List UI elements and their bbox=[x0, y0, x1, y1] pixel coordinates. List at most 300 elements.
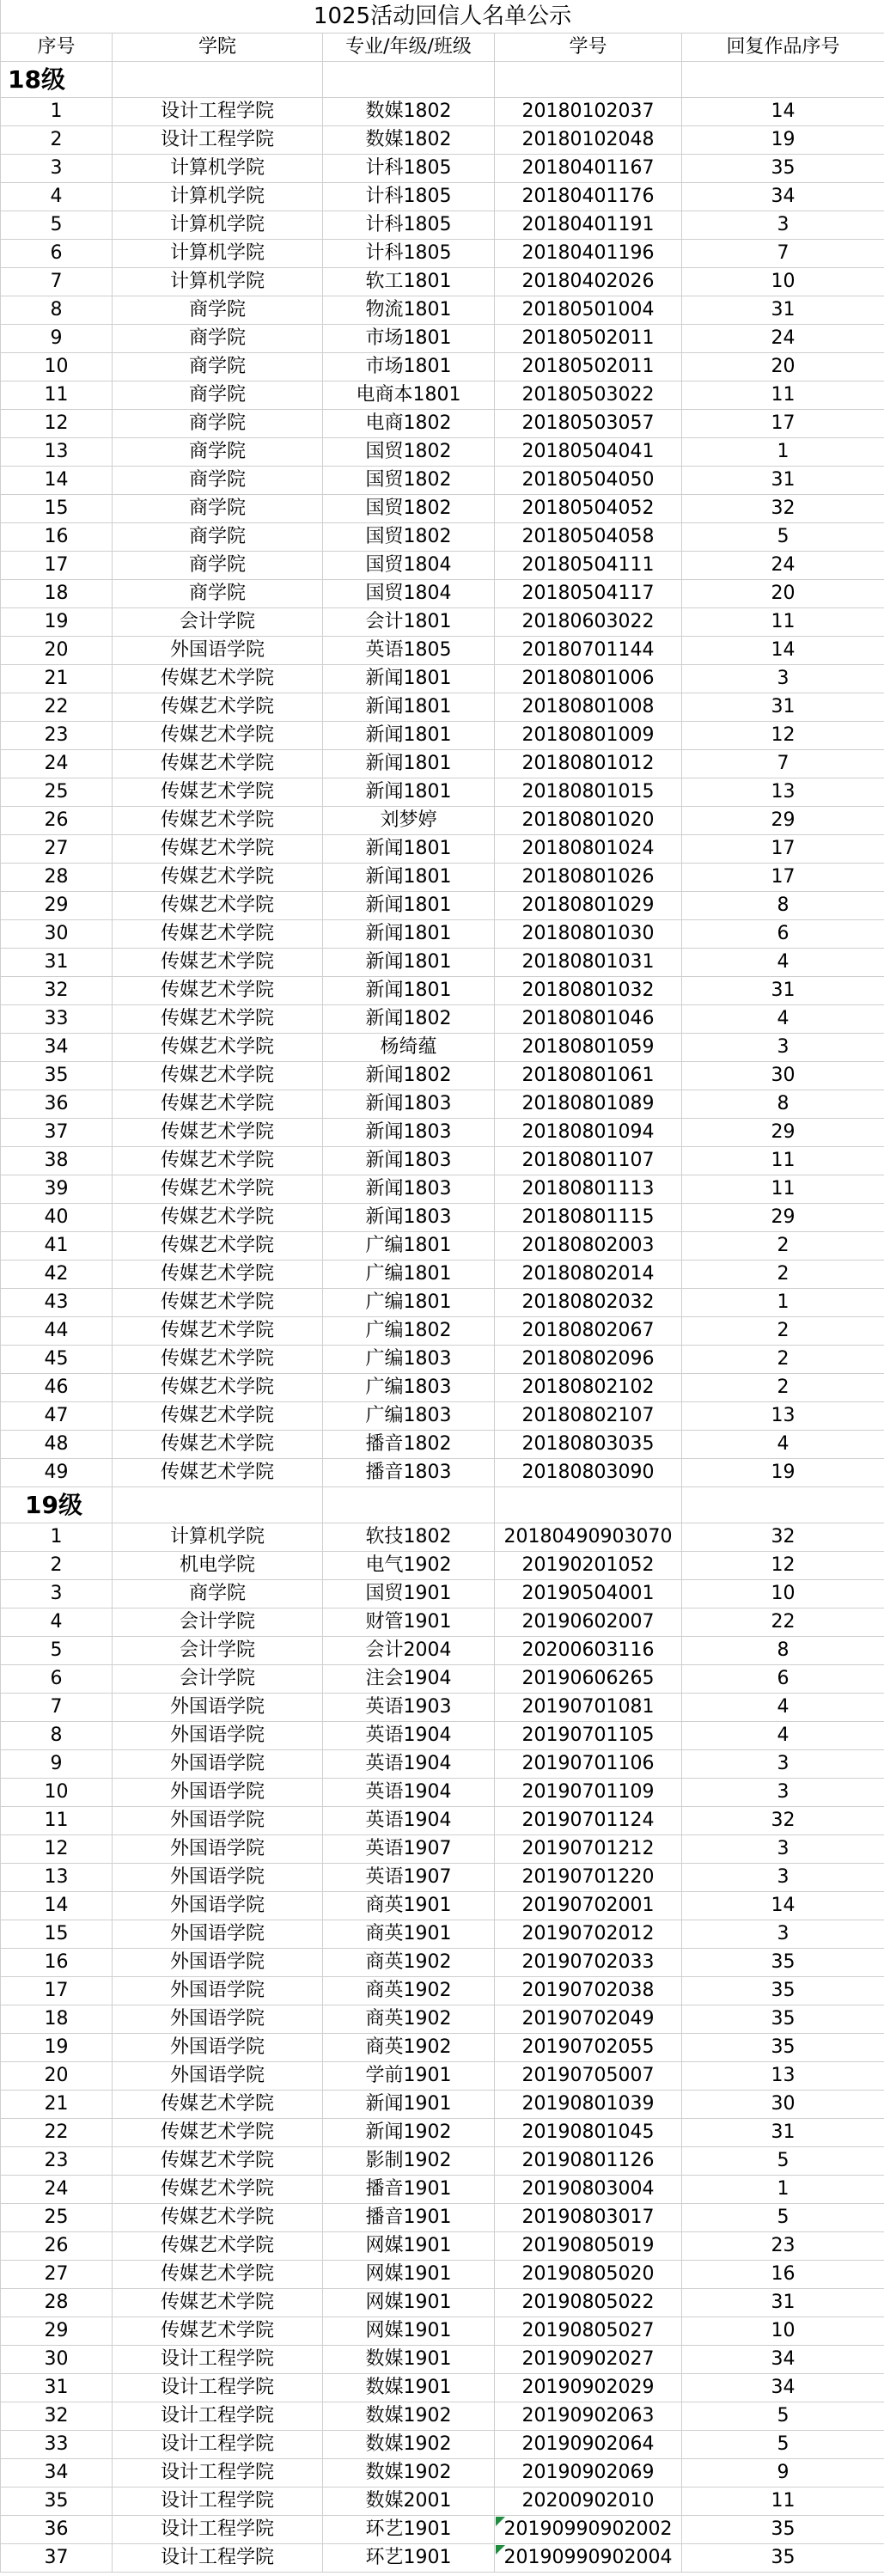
cell-college[interactable]: 传媒艺术学院 bbox=[113, 977, 323, 1005]
cell-student-id[interactable]: 20180401196 bbox=[495, 240, 682, 268]
cell-reply-number[interactable]: 19 bbox=[682, 126, 884, 155]
cell-student-id[interactable]: 20190902064 bbox=[495, 2431, 682, 2459]
cell-college[interactable]: 传媒艺术学院 bbox=[113, 1090, 323, 1119]
cell-index[interactable]: 3 bbox=[1, 155, 113, 183]
cell-reply-number[interactable]: 17 bbox=[682, 835, 884, 864]
cell-reply-number[interactable]: 4 bbox=[682, 1694, 884, 1722]
cell-reply-number[interactable]: 6 bbox=[682, 1665, 884, 1694]
header-student-id[interactable]: 学号 bbox=[495, 34, 682, 62]
cell-index[interactable]: 13 bbox=[1, 1864, 113, 1892]
cell-index[interactable]: 23 bbox=[1, 2147, 113, 2176]
cell-reply-number[interactable]: 16 bbox=[682, 2261, 884, 2289]
header-college[interactable]: 学院 bbox=[113, 34, 323, 62]
cell-college[interactable]: 设计工程学院 bbox=[113, 2346, 323, 2374]
cell-college[interactable]: 传媒艺术学院 bbox=[113, 1261, 323, 1289]
cell-class[interactable]: 商英1901 bbox=[323, 1892, 495, 1920]
cell-reply-number[interactable]: 34 bbox=[682, 183, 884, 211]
cell-reply-number[interactable]: 2 bbox=[682, 1317, 884, 1346]
cell-college[interactable]: 设计工程学院 bbox=[113, 126, 323, 155]
cell-class[interactable]: 广编1803 bbox=[323, 1402, 495, 1431]
cell-reply-number[interactable]: 34 bbox=[682, 2374, 884, 2402]
cell-student-id[interactable]: 20180801024 bbox=[495, 835, 682, 864]
cell-index[interactable]: 33 bbox=[1, 1005, 113, 1034]
cell-reply-number[interactable]: 8 bbox=[682, 1090, 884, 1119]
cell-college[interactable]: 传媒艺术学院 bbox=[113, 693, 323, 722]
cell-college[interactable]: 传媒艺术学院 bbox=[113, 2232, 323, 2261]
cell-student-id[interactable]: 20190805027 bbox=[495, 2317, 682, 2346]
cell-student-id[interactable]: 20180802067 bbox=[495, 1317, 682, 1346]
cell-class[interactable]: 网媒1901 bbox=[323, 2289, 495, 2317]
cell-reply-number[interactable]: 30 bbox=[682, 2091, 884, 2119]
cell-reply-number[interactable]: 35 bbox=[682, 155, 884, 183]
cell-student-id[interactable]: 20180504041 bbox=[495, 438, 682, 467]
cell-reply-number[interactable]: 20 bbox=[682, 353, 884, 382]
cell-reply-number[interactable]: 3 bbox=[682, 1034, 884, 1062]
cell-class[interactable]: 国贸1802 bbox=[323, 495, 495, 523]
cell-class[interactable]: 新闻1801 bbox=[323, 977, 495, 1005]
cell-index[interactable]: 24 bbox=[1, 2176, 113, 2204]
cell-student-id[interactable]: 20180801031 bbox=[495, 949, 682, 977]
cell-index[interactable]: 34 bbox=[1, 2459, 113, 2487]
cell-college[interactable]: 传媒艺术学院 bbox=[113, 1289, 323, 1317]
cell-index[interactable]: 32 bbox=[1, 2402, 113, 2431]
cell-index[interactable]: 46 bbox=[1, 1374, 113, 1402]
cell-college[interactable]: 传媒艺术学院 bbox=[113, 2261, 323, 2289]
cell-index[interactable]: 18 bbox=[1, 2005, 113, 2034]
cell-student-id[interactable]: 20180801006 bbox=[495, 665, 682, 693]
cell-college[interactable]: 设计工程学院 bbox=[113, 98, 323, 126]
empty-cell[interactable] bbox=[495, 1487, 682, 1523]
cell-index[interactable]: 19 bbox=[1, 2034, 113, 2062]
cell-index[interactable]: 42 bbox=[1, 1261, 113, 1289]
cell-student-id[interactable]: 20180802107 bbox=[495, 1402, 682, 1431]
section-label[interactable]: 19级 bbox=[1, 1487, 113, 1523]
cell-reply-number[interactable]: 5 bbox=[682, 2147, 884, 2176]
empty-cell[interactable] bbox=[323, 1487, 495, 1523]
cell-index[interactable]: 29 bbox=[1, 2317, 113, 2346]
cell-college[interactable]: 设计工程学院 bbox=[113, 2402, 323, 2431]
cell-college[interactable]: 计算机学院 bbox=[113, 155, 323, 183]
cell-class[interactable]: 市场1801 bbox=[323, 353, 495, 382]
cell-student-id[interactable]: 20180504050 bbox=[495, 467, 682, 495]
cell-student-id[interactable]: 20190701081 bbox=[495, 1694, 682, 1722]
cell-index[interactable]: 6 bbox=[1, 1665, 113, 1694]
cell-college[interactable]: 传媒艺术学院 bbox=[113, 1232, 323, 1261]
cell-student-id[interactable]: 20180803035 bbox=[495, 1431, 682, 1459]
cell-college[interactable]: 商学院 bbox=[113, 1580, 323, 1608]
cell-class[interactable]: 新闻1901 bbox=[323, 2091, 495, 2119]
cell-class[interactable]: 国贸1901 bbox=[323, 1580, 495, 1608]
cell-reply-number[interactable]: 10 bbox=[682, 2317, 884, 2346]
cell-class[interactable]: 会计1801 bbox=[323, 608, 495, 637]
cell-class[interactable]: 商英1902 bbox=[323, 1949, 495, 1977]
cell-class[interactable]: 刘梦婷 bbox=[323, 807, 495, 835]
cell-college[interactable]: 传媒艺术学院 bbox=[113, 2176, 323, 2204]
cell-class[interactable]: 电气1902 bbox=[323, 1552, 495, 1580]
cell-class[interactable]: 环艺1901 bbox=[323, 2544, 495, 2573]
cell-reply-number[interactable]: 1 bbox=[682, 2176, 884, 2204]
cell-student-id[interactable]: 20190702038 bbox=[495, 1977, 682, 2005]
cell-college[interactable]: 商学院 bbox=[113, 296, 323, 325]
cell-student-id[interactable]: 20180503057 bbox=[495, 410, 682, 438]
cell-class[interactable]: 新闻1801 bbox=[323, 722, 495, 750]
cell-college[interactable]: 传媒艺术学院 bbox=[113, 2204, 323, 2232]
cell-reply-number[interactable]: 3 bbox=[682, 1920, 884, 1949]
cell-index[interactable]: 20 bbox=[1, 637, 113, 665]
cell-student-id[interactable]: 20190702033 bbox=[495, 1949, 682, 1977]
cell-student-id[interactable]: 20180504052 bbox=[495, 495, 682, 523]
cell-college[interactable]: 传媒艺术学院 bbox=[113, 1317, 323, 1346]
cell-class[interactable]: 新闻1801 bbox=[323, 892, 495, 920]
cell-index[interactable]: 15 bbox=[1, 1920, 113, 1949]
cell-index[interactable]: 47 bbox=[1, 1402, 113, 1431]
cell-reply-number[interactable]: 7 bbox=[682, 750, 884, 778]
section-label[interactable]: 18级 bbox=[1, 62, 113, 98]
cell-class[interactable]: 数媒1802 bbox=[323, 98, 495, 126]
cell-student-id[interactable]: 20180801046 bbox=[495, 1005, 682, 1034]
cell-index[interactable]: 28 bbox=[1, 2289, 113, 2317]
cell-class[interactable]: 新闻1803 bbox=[323, 1175, 495, 1204]
cell-class[interactable]: 广编1802 bbox=[323, 1317, 495, 1346]
cell-reply-number[interactable]: 31 bbox=[682, 2289, 884, 2317]
cell-index[interactable]: 2 bbox=[1, 1552, 113, 1580]
cell-class[interactable]: 播音1802 bbox=[323, 1431, 495, 1459]
cell-student-id[interactable]: 20190701106 bbox=[495, 1750, 682, 1779]
cell-reply-number[interactable]: 10 bbox=[682, 268, 884, 296]
cell-student-id[interactable]: 20180801030 bbox=[495, 920, 682, 949]
cell-student-id[interactable]: 20190902027 bbox=[495, 2346, 682, 2374]
cell-reply-number[interactable]: 22 bbox=[682, 1608, 884, 1637]
cell-student-id[interactable]: 20190701212 bbox=[495, 1835, 682, 1864]
cell-college[interactable]: 传媒艺术学院 bbox=[113, 778, 323, 807]
cell-class[interactable]: 计科1805 bbox=[323, 155, 495, 183]
cell-index[interactable]: 6 bbox=[1, 240, 113, 268]
cell-reply-number[interactable]: 3 bbox=[682, 1750, 884, 1779]
cell-class[interactable]: 电商1802 bbox=[323, 410, 495, 438]
cell-class[interactable]: 播音1901 bbox=[323, 2204, 495, 2232]
cell-reply-number[interactable]: 13 bbox=[682, 2062, 884, 2091]
cell-class[interactable]: 国贸1804 bbox=[323, 580, 495, 608]
cell-reply-number[interactable]: 29 bbox=[682, 1119, 884, 1147]
cell-reply-number[interactable]: 11 bbox=[682, 382, 884, 410]
cell-college[interactable]: 传媒艺术学院 bbox=[113, 2119, 323, 2147]
cell-reply-number[interactable]: 31 bbox=[682, 467, 884, 495]
cell-index[interactable]: 22 bbox=[1, 2119, 113, 2147]
cell-class[interactable]: 商英1902 bbox=[323, 1977, 495, 2005]
cell-student-id-flagged[interactable]: 20190990902002 bbox=[495, 2516, 682, 2544]
header-class[interactable]: 专业/年级/班级 bbox=[323, 34, 495, 62]
cell-college[interactable]: 传媒艺术学院 bbox=[113, 750, 323, 778]
cell-reply-number[interactable]: 3 bbox=[682, 1864, 884, 1892]
cell-college[interactable]: 设计工程学院 bbox=[113, 2544, 323, 2573]
cell-index[interactable]: 25 bbox=[1, 778, 113, 807]
cell-class[interactable]: 环艺1901 bbox=[323, 2516, 495, 2544]
cell-student-id[interactable]: 20190705007 bbox=[495, 2062, 682, 2091]
cell-index[interactable]: 5 bbox=[1, 211, 113, 240]
cell-index[interactable]: 1 bbox=[1, 98, 113, 126]
cell-class[interactable]: 新闻1801 bbox=[323, 778, 495, 807]
cell-college[interactable]: 计算机学院 bbox=[113, 240, 323, 268]
cell-reply-number[interactable]: 19 bbox=[682, 1459, 884, 1487]
header-index[interactable]: 序号 bbox=[1, 34, 113, 62]
cell-class[interactable]: 英语1805 bbox=[323, 637, 495, 665]
cell-class[interactable]: 新闻1803 bbox=[323, 1119, 495, 1147]
cell-student-id[interactable]: 20180504058 bbox=[495, 523, 682, 552]
cell-college[interactable]: 外国语学院 bbox=[113, 1779, 323, 1807]
cell-class[interactable]: 英语1904 bbox=[323, 1807, 495, 1835]
cell-index[interactable]: 49 bbox=[1, 1459, 113, 1487]
cell-class[interactable]: 英语1903 bbox=[323, 1694, 495, 1722]
cell-college[interactable]: 计算机学院 bbox=[113, 211, 323, 240]
cell-reply-number[interactable]: 35 bbox=[682, 2005, 884, 2034]
cell-index[interactable]: 38 bbox=[1, 1147, 113, 1175]
cell-student-id[interactable]: 20180801113 bbox=[495, 1175, 682, 1204]
cell-class[interactable]: 新闻1801 bbox=[323, 864, 495, 892]
cell-college[interactable]: 传媒艺术学院 bbox=[113, 1402, 323, 1431]
cell-index[interactable]: 36 bbox=[1, 1090, 113, 1119]
cell-student-id-flagged[interactable]: 20190990902004 bbox=[495, 2544, 682, 2573]
empty-cell[interactable] bbox=[113, 62, 323, 98]
cell-class[interactable]: 会计2004 bbox=[323, 1637, 495, 1665]
cell-college[interactable]: 商学院 bbox=[113, 552, 323, 580]
cell-reply-number[interactable]: 8 bbox=[682, 892, 884, 920]
cell-student-id[interactable]: 20180503022 bbox=[495, 382, 682, 410]
cell-class[interactable]: 数媒1902 bbox=[323, 2402, 495, 2431]
cell-reply-number[interactable]: 14 bbox=[682, 98, 884, 126]
cell-student-id[interactable]: 20180801094 bbox=[495, 1119, 682, 1147]
cell-reply-number[interactable]: 35 bbox=[682, 2516, 884, 2544]
cell-reply-number[interactable]: 4 bbox=[682, 1722, 884, 1750]
empty-cell[interactable] bbox=[682, 62, 884, 98]
cell-college[interactable]: 传媒艺术学院 bbox=[113, 1374, 323, 1402]
cell-student-id[interactable]: 20190701109 bbox=[495, 1779, 682, 1807]
cell-class[interactable]: 数媒1901 bbox=[323, 2374, 495, 2402]
cell-class[interactable]: 新闻1801 bbox=[323, 750, 495, 778]
cell-reply-number[interactable]: 5 bbox=[682, 2431, 884, 2459]
cell-reply-number[interactable]: 1 bbox=[682, 438, 884, 467]
cell-index[interactable]: 36 bbox=[1, 2516, 113, 2544]
cell-reply-number[interactable]: 3 bbox=[682, 665, 884, 693]
cell-reply-number[interactable]: 24 bbox=[682, 552, 884, 580]
cell-index[interactable]: 11 bbox=[1, 1807, 113, 1835]
cell-class[interactable]: 物流1801 bbox=[323, 296, 495, 325]
cell-college[interactable]: 计算机学院 bbox=[113, 183, 323, 211]
cell-class[interactable]: 英语1904 bbox=[323, 1779, 495, 1807]
cell-class[interactable]: 广编1803 bbox=[323, 1374, 495, 1402]
cell-class[interactable]: 新闻1803 bbox=[323, 1147, 495, 1175]
cell-college[interactable]: 计算机学院 bbox=[113, 1523, 323, 1552]
cell-college[interactable]: 传媒艺术学院 bbox=[113, 1431, 323, 1459]
cell-student-id[interactable]: 20180802014 bbox=[495, 1261, 682, 1289]
cell-student-id[interactable]: 20190902063 bbox=[495, 2402, 682, 2431]
cell-student-id[interactable]: 20180603022 bbox=[495, 608, 682, 637]
cell-college[interactable]: 传媒艺术学院 bbox=[113, 2147, 323, 2176]
cell-reply-number[interactable]: 5 bbox=[682, 523, 884, 552]
cell-student-id[interactable]: 20190702001 bbox=[495, 1892, 682, 1920]
cell-college[interactable]: 设计工程学院 bbox=[113, 2459, 323, 2487]
cell-student-id[interactable]: 20180401191 bbox=[495, 211, 682, 240]
cell-class[interactable]: 网媒1901 bbox=[323, 2317, 495, 2346]
cell-reply-number[interactable]: 11 bbox=[682, 1147, 884, 1175]
cell-student-id[interactable]: 20190801045 bbox=[495, 2119, 682, 2147]
cell-student-id[interactable]: 20190805020 bbox=[495, 2261, 682, 2289]
cell-college[interactable]: 传媒艺术学院 bbox=[113, 807, 323, 835]
cell-student-id[interactable]: 20180504111 bbox=[495, 552, 682, 580]
cell-index[interactable]: 40 bbox=[1, 1204, 113, 1232]
cell-college[interactable]: 机电学院 bbox=[113, 1552, 323, 1580]
cell-index[interactable]: 4 bbox=[1, 1608, 113, 1637]
cell-student-id[interactable]: 20190602007 bbox=[495, 1608, 682, 1637]
cell-class[interactable]: 新闻1802 bbox=[323, 1062, 495, 1090]
cell-college[interactable]: 外国语学院 bbox=[113, 1949, 323, 1977]
cell-index[interactable]: 8 bbox=[1, 296, 113, 325]
cell-index[interactable]: 35 bbox=[1, 1062, 113, 1090]
cell-college[interactable]: 商学院 bbox=[113, 382, 323, 410]
cell-index[interactable]: 17 bbox=[1, 552, 113, 580]
cell-class[interactable]: 杨绮蕴 bbox=[323, 1034, 495, 1062]
cell-college[interactable]: 外国语学院 bbox=[113, 1835, 323, 1864]
cell-college[interactable]: 会计学院 bbox=[113, 608, 323, 637]
cell-college[interactable]: 传媒艺术学院 bbox=[113, 2091, 323, 2119]
cell-index[interactable]: 29 bbox=[1, 892, 113, 920]
cell-college[interactable]: 传媒艺术学院 bbox=[113, 1175, 323, 1204]
cell-reply-number[interactable]: 32 bbox=[682, 1523, 884, 1552]
cell-class[interactable]: 计科1805 bbox=[323, 211, 495, 240]
cell-class[interactable]: 网媒1901 bbox=[323, 2232, 495, 2261]
cell-class[interactable]: 软技1802 bbox=[323, 1523, 495, 1552]
cell-college[interactable]: 外国语学院 bbox=[113, 1694, 323, 1722]
cell-index[interactable]: 4 bbox=[1, 183, 113, 211]
cell-reply-number[interactable]: 29 bbox=[682, 807, 884, 835]
cell-index[interactable]: 15 bbox=[1, 495, 113, 523]
cell-college[interactable]: 传媒艺术学院 bbox=[113, 2289, 323, 2317]
cell-reply-number[interactable]: 12 bbox=[682, 722, 884, 750]
cell-class[interactable]: 新闻1902 bbox=[323, 2119, 495, 2147]
cell-student-id[interactable]: 20180801107 bbox=[495, 1147, 682, 1175]
cell-student-id[interactable]: 20180802032 bbox=[495, 1289, 682, 1317]
cell-reply-number[interactable]: 11 bbox=[682, 1175, 884, 1204]
cell-college[interactable]: 会计学院 bbox=[113, 1608, 323, 1637]
cell-index[interactable]: 24 bbox=[1, 750, 113, 778]
cell-college[interactable]: 会计学院 bbox=[113, 1665, 323, 1694]
cell-reply-number[interactable]: 3 bbox=[682, 1835, 884, 1864]
cell-class[interactable]: 英语1904 bbox=[323, 1722, 495, 1750]
cell-college[interactable]: 外国语学院 bbox=[113, 1750, 323, 1779]
cell-student-id[interactable]: 20180801012 bbox=[495, 750, 682, 778]
cell-college[interactable]: 传媒艺术学院 bbox=[113, 665, 323, 693]
cell-reply-number[interactable]: 5 bbox=[682, 2204, 884, 2232]
cell-reply-number[interactable]: 11 bbox=[682, 2487, 884, 2516]
cell-class[interactable]: 数媒1902 bbox=[323, 2431, 495, 2459]
cell-student-id[interactable]: 20180802096 bbox=[495, 1346, 682, 1374]
cell-class[interactable]: 新闻1803 bbox=[323, 1204, 495, 1232]
empty-cell[interactable] bbox=[113, 1487, 323, 1523]
cell-index[interactable]: 19 bbox=[1, 608, 113, 637]
cell-student-id[interactable]: 20180801032 bbox=[495, 977, 682, 1005]
cell-college[interactable]: 传媒艺术学院 bbox=[113, 1346, 323, 1374]
cell-class[interactable]: 国贸1802 bbox=[323, 438, 495, 467]
cell-student-id[interactable]: 20180401176 bbox=[495, 183, 682, 211]
cell-index[interactable]: 37 bbox=[1, 1119, 113, 1147]
cell-reply-number[interactable]: 9 bbox=[682, 2459, 884, 2487]
cell-index[interactable]: 12 bbox=[1, 1835, 113, 1864]
cell-college[interactable]: 传媒艺术学院 bbox=[113, 835, 323, 864]
cell-index[interactable]: 39 bbox=[1, 1175, 113, 1204]
cell-class[interactable]: 商英1901 bbox=[323, 1920, 495, 1949]
cell-student-id[interactable]: 20190702049 bbox=[495, 2005, 682, 2034]
cell-class[interactable]: 市场1801 bbox=[323, 325, 495, 353]
cell-class[interactable]: 新闻1801 bbox=[323, 665, 495, 693]
cell-reply-number[interactable]: 3 bbox=[682, 1779, 884, 1807]
cell-college[interactable]: 传媒艺术学院 bbox=[113, 1459, 323, 1487]
cell-college[interactable]: 传媒艺术学院 bbox=[113, 1034, 323, 1062]
cell-index[interactable]: 33 bbox=[1, 2431, 113, 2459]
cell-college[interactable]: 传媒艺术学院 bbox=[113, 892, 323, 920]
cell-reply-number[interactable]: 2 bbox=[682, 1261, 884, 1289]
cell-index[interactable]: 45 bbox=[1, 1346, 113, 1374]
cell-student-id[interactable]: 20180801115 bbox=[495, 1204, 682, 1232]
cell-index[interactable]: 10 bbox=[1, 353, 113, 382]
cell-class[interactable]: 英语1904 bbox=[323, 1750, 495, 1779]
cell-class[interactable]: 影制1902 bbox=[323, 2147, 495, 2176]
cell-reply-number[interactable]: 4 bbox=[682, 1431, 884, 1459]
cell-class[interactable]: 播音1803 bbox=[323, 1459, 495, 1487]
cell-index[interactable]: 27 bbox=[1, 835, 113, 864]
cell-reply-number[interactable]: 30 bbox=[682, 1062, 884, 1090]
cell-reply-number[interactable]: 1 bbox=[682, 1289, 884, 1317]
cell-college[interactable]: 传媒艺术学院 bbox=[113, 1204, 323, 1232]
cell-index[interactable]: 32 bbox=[1, 977, 113, 1005]
cell-reply-number[interactable]: 3 bbox=[682, 211, 884, 240]
cell-college[interactable]: 商学院 bbox=[113, 410, 323, 438]
cell-class[interactable]: 英语1907 bbox=[323, 1835, 495, 1864]
cell-index[interactable]: 18 bbox=[1, 580, 113, 608]
cell-index[interactable]: 21 bbox=[1, 2091, 113, 2119]
sheet-title[interactable]: 1025活动回信人名单公示 bbox=[1, 0, 884, 34]
cell-class[interactable]: 数媒1802 bbox=[323, 126, 495, 155]
cell-student-id[interactable]: 20180801061 bbox=[495, 1062, 682, 1090]
cell-student-id[interactable]: 20190701124 bbox=[495, 1807, 682, 1835]
cell-student-id[interactable]: 20200603116 bbox=[495, 1637, 682, 1665]
cell-class[interactable]: 数媒1901 bbox=[323, 2346, 495, 2374]
cell-student-id[interactable]: 20190702012 bbox=[495, 1920, 682, 1949]
cell-index[interactable]: 1 bbox=[1, 1523, 113, 1552]
cell-student-id[interactable]: 20180801059 bbox=[495, 1034, 682, 1062]
cell-student-id[interactable]: 20180801015 bbox=[495, 778, 682, 807]
cell-reply-number[interactable]: 31 bbox=[682, 977, 884, 1005]
cell-class[interactable]: 国贸1802 bbox=[323, 467, 495, 495]
cell-college[interactable]: 外国语学院 bbox=[113, 2005, 323, 2034]
cell-college[interactable]: 外国语学院 bbox=[113, 1864, 323, 1892]
cell-college[interactable]: 商学院 bbox=[113, 325, 323, 353]
cell-college[interactable]: 外国语学院 bbox=[113, 2034, 323, 2062]
cell-student-id[interactable]: 20190504001 bbox=[495, 1580, 682, 1608]
cell-reply-number[interactable]: 12 bbox=[682, 1552, 884, 1580]
cell-student-id[interactable]: 20180502011 bbox=[495, 325, 682, 353]
cell-college[interactable]: 设计工程学院 bbox=[113, 2487, 323, 2516]
cell-college[interactable]: 商学院 bbox=[113, 580, 323, 608]
cell-reply-number[interactable]: 32 bbox=[682, 1807, 884, 1835]
cell-college[interactable]: 外国语学院 bbox=[113, 1920, 323, 1949]
cell-college[interactable]: 传媒艺术学院 bbox=[113, 864, 323, 892]
cell-class[interactable]: 数媒2001 bbox=[323, 2487, 495, 2516]
cell-reply-number[interactable]: 2 bbox=[682, 1374, 884, 1402]
cell-class[interactable]: 商英1902 bbox=[323, 2005, 495, 2034]
cell-student-id[interactable]: 20180801029 bbox=[495, 892, 682, 920]
cell-index[interactable]: 3 bbox=[1, 1580, 113, 1608]
header-reply-number[interactable]: 回复作品序号 bbox=[682, 34, 884, 62]
cell-college[interactable]: 传媒艺术学院 bbox=[113, 2317, 323, 2346]
